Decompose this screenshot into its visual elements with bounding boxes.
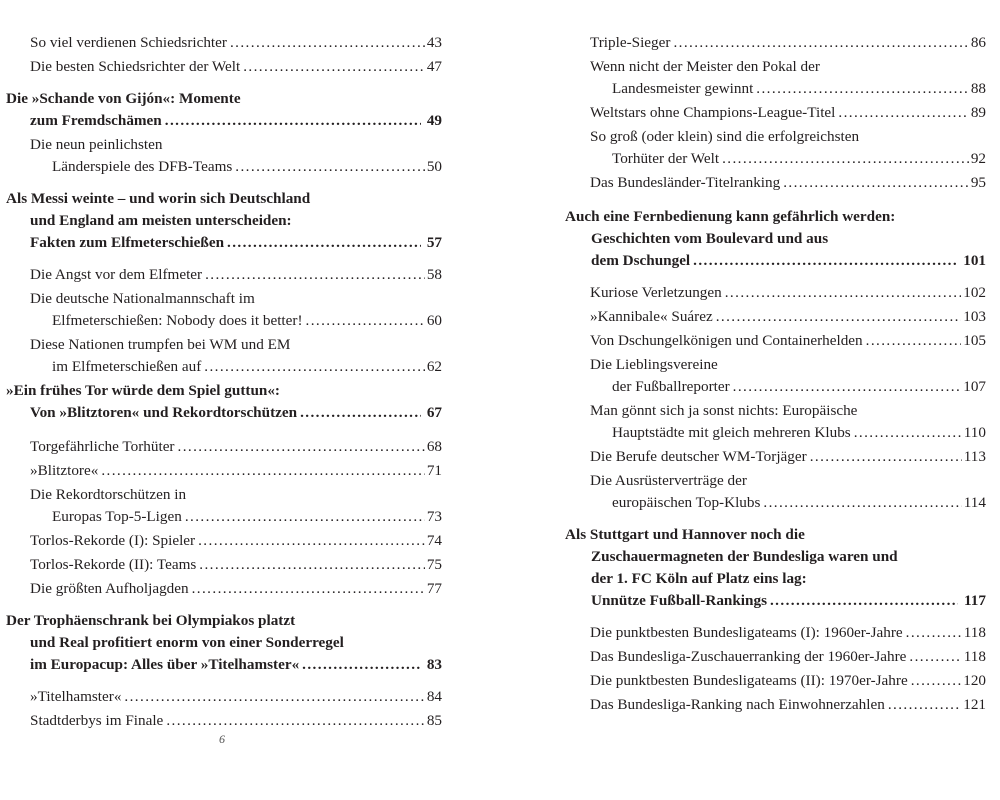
toc-page-number: 71 (426, 462, 442, 479)
toc-section-entry (590, 470, 986, 514)
toc-entry-line (565, 546, 986, 568)
toc-section-entry (590, 646, 986, 668)
right-page (562, 0, 1000, 800)
toc-entry-title: Torlos-Rekorde (I): Spieler (30, 532, 196, 549)
toc-entry-line (590, 56, 986, 78)
toc-entry-line (590, 354, 986, 376)
toc-section-entry (30, 288, 442, 332)
toc-entry-line (30, 156, 442, 178)
toc-entry-title: Stadtderbys im Finale (30, 712, 164, 729)
toc-entry-title: Als Stuttgart und Hannover noch die (565, 526, 805, 543)
toc-entry-line (30, 436, 442, 458)
toc-page-number: 62 (426, 358, 442, 375)
toc-page-number: 118 (963, 624, 986, 641)
toc-entry-line (30, 710, 442, 732)
toc-entry-line (6, 88, 442, 110)
toc-entry-title: Weltstars ohne Champions-League-Titel (590, 104, 836, 121)
toc-page-number: 110 (963, 424, 986, 441)
toc-entry-line (6, 610, 442, 632)
dot-leader (722, 148, 969, 170)
toc-section-entry (30, 710, 442, 732)
toc-chapter-entry (6, 88, 442, 132)
toc-page-number: 121 (963, 696, 986, 713)
toc-entry-line (30, 310, 442, 332)
toc-entry-line (590, 172, 986, 194)
toc-entry-line (590, 330, 986, 352)
dot-leader (185, 506, 425, 528)
toc-page-number: 117 (964, 592, 986, 609)
toc-chapter-entry (565, 524, 986, 612)
toc-entry-title: der Fußballreporter (612, 378, 730, 395)
toc-entry-line (30, 554, 442, 576)
toc-section-entry (590, 400, 986, 444)
toc-entry-title: Kuriose Verletzungen (590, 284, 722, 301)
dot-leader (906, 622, 962, 644)
toc-entry-line (590, 470, 986, 492)
toc-entry-line (30, 32, 442, 54)
toc-page-number: 73 (426, 508, 442, 525)
toc-entry-line (30, 56, 442, 78)
dot-leader (101, 460, 424, 482)
dot-leader (204, 356, 425, 378)
toc-entry-line (6, 110, 442, 132)
dot-leader (909, 646, 961, 668)
toc-page-number: 77 (426, 580, 442, 597)
toc-entry-title: Zuschauermagneten der Bundesliga waren und (591, 548, 898, 565)
toc-page-number: 114 (963, 494, 986, 511)
toc-entry-line (30, 460, 442, 482)
toc-entry-title: »Blitztore« (30, 462, 99, 479)
toc-entry-line (590, 400, 986, 422)
toc-entry-title: Die deutsche Nationalmannschaft im (30, 290, 255, 307)
toc-entry-title: dem Dschungel (591, 252, 691, 269)
toc-entry-line (6, 210, 442, 232)
toc-section-entry (590, 330, 986, 352)
dot-leader (198, 530, 425, 552)
toc-section-entry (30, 460, 442, 482)
toc-chapter-entry (6, 380, 442, 424)
toc-entry-line (590, 670, 986, 692)
toc-entry-title: im Elfmeterschießen auf (52, 358, 202, 375)
toc-page-number: 101 (963, 252, 986, 269)
toc-page-number: 113 (963, 448, 986, 465)
toc-entry-title: Auch eine Fernbedienung kann gefährlich werden: (565, 208, 896, 225)
toc-page-number: 95 (970, 174, 986, 191)
dot-leader (716, 306, 962, 328)
toc-entry-line (30, 288, 442, 310)
dot-leader (770, 590, 958, 612)
toc-section-entry (590, 446, 986, 468)
dot-leader (165, 110, 421, 132)
dot-leader (300, 402, 421, 424)
toc-page-number: 60 (426, 312, 442, 329)
dot-leader (733, 376, 962, 398)
toc-entry-line (565, 250, 986, 272)
toc-page-number: 86 (970, 34, 986, 51)
toc-entry-title: Die punktbesten Bundesligateams (I): 1960er-Jahre (590, 624, 903, 641)
toc-section-entry (590, 306, 986, 328)
toc-page-number: 92 (970, 150, 986, 167)
toc-section-entry (590, 670, 986, 692)
toc-entry-title: So viel verdienen Schiedsrichter (30, 34, 227, 51)
toc-page-number: 74 (426, 532, 442, 549)
toc-page-number: 102 (963, 284, 986, 301)
toc-entry-title: und Real profitiert enorm von einer Sonderregel (30, 634, 344, 651)
toc-entry-title: »Ein frühes Tor würde dem Spiel guttun«: (6, 382, 280, 399)
toc-section-entry (30, 264, 442, 286)
toc-page-number: 43 (426, 34, 442, 51)
dot-leader (243, 56, 425, 78)
dot-leader (838, 102, 968, 124)
toc-entry-title: im Europacup: Alles über »Titelhamster« (30, 656, 300, 673)
toc-section-entry (590, 282, 986, 304)
toc-entry-title: »Kannibale« Suárez (590, 308, 713, 325)
dot-leader (673, 32, 968, 54)
dot-leader (302, 654, 421, 676)
toc-entry-line (590, 492, 986, 514)
dot-leader (124, 686, 424, 708)
toc-entry-line (6, 232, 442, 254)
dot-leader (227, 232, 421, 254)
toc-page-number: 67 (426, 404, 442, 421)
toc-entry-line (30, 686, 442, 708)
dot-leader (693, 250, 957, 272)
toc-entry-title: Die »Schande von Gijón«: Momente (6, 90, 241, 107)
dot-leader (199, 554, 425, 576)
toc-page-number: 75 (426, 556, 442, 573)
toc-chapter-entry (6, 610, 442, 676)
toc-page-number: 105 (963, 332, 986, 349)
dot-leader (178, 436, 425, 458)
toc-page-number: 50 (426, 158, 442, 175)
dot-leader (763, 492, 961, 514)
toc-page-number: 58 (426, 266, 442, 283)
toc-section-entry (30, 436, 442, 458)
toc-entry-title: Man gönnt sich ja sonst nichts: Europäische (590, 402, 858, 419)
toc-entry-line (30, 484, 442, 506)
toc-entry-line (590, 148, 986, 170)
toc-chapter-entry (565, 206, 986, 272)
toc-page-number: 89 (970, 104, 986, 121)
dot-leader (306, 310, 425, 332)
toc-section-entry (30, 554, 442, 576)
toc-entry-title: So groß (oder klein) sind die erfolgreichsten (590, 128, 860, 145)
toc-entry-line (565, 524, 986, 546)
toc-entry-line (30, 530, 442, 552)
toc-entry-line (565, 228, 986, 250)
dot-leader (810, 446, 962, 468)
toc-section-entry (30, 484, 442, 528)
toc-page-number: 85 (426, 712, 442, 729)
toc-entry-line (590, 422, 986, 444)
toc-entry-title: europäischen Top-Klubs (612, 494, 761, 511)
toc-entry-title: Die Angst vor dem Elfmeter (30, 266, 203, 283)
toc-entry-line (6, 380, 442, 402)
toc-entry-title: Triple-Sieger (590, 34, 671, 51)
toc-page-number: 118 (963, 648, 986, 665)
toc-entry-title: der 1. FC Köln auf Platz eins lag: (591, 570, 807, 587)
toc-section-entry (30, 334, 442, 378)
toc-entry-line (30, 134, 442, 156)
toc-page-number: 88 (970, 80, 986, 97)
toc-page-number: 84 (426, 688, 442, 705)
toc-entry-title: Unnütze Fußball-Rankings (591, 592, 767, 609)
toc-entry-title: und England am meisten unterscheiden: (30, 212, 292, 229)
toc-entry-title: Hauptstädte mit gleich mehreren Klubs (612, 424, 851, 441)
toc-entry-title: Torgefährliche Torhüter (30, 438, 175, 455)
dot-leader (854, 422, 962, 444)
toc-entry-title: Als Messi weinte – und worin sich Deutschland (6, 190, 311, 207)
toc-entry-title: Fakten zum Elfmeterschießen (30, 234, 225, 251)
dot-leader (235, 156, 425, 178)
toc-section-entry (30, 56, 442, 78)
toc-entry-line (30, 578, 442, 600)
toc-entry-title: Länderspiele des DFB-Teams (52, 158, 233, 175)
toc-entry-line (30, 334, 442, 356)
dot-leader (166, 710, 425, 732)
toc-entry-line (6, 402, 442, 424)
toc-section-entry (30, 686, 442, 708)
toc-section-entry (590, 694, 986, 716)
toc-section-entry (590, 32, 986, 54)
toc-page-number: 107 (963, 378, 986, 395)
toc-entry-title: Das Bundesländer-Titelranking (590, 174, 781, 191)
dot-leader (911, 670, 962, 692)
toc-section-entry (30, 32, 442, 54)
dot-leader (192, 578, 425, 600)
toc-chapter-entry (6, 188, 442, 254)
dot-leader (888, 694, 961, 716)
toc-entry-title: Europas Top-5-Ligen (52, 508, 182, 525)
toc-entry-line (6, 632, 442, 654)
toc-entry-title: Die Rekordtorschützen in (30, 486, 187, 503)
toc-entry-title: Die größten Aufholjagden (30, 580, 189, 597)
toc-entry-line (590, 622, 986, 644)
toc-entry-title: Von »Blitztoren« und Rekordtorschützen (30, 404, 298, 421)
toc-entry-line (590, 32, 986, 54)
toc-entry-line (590, 376, 986, 398)
toc-entry-title: Geschichten vom Boulevard und aus (591, 230, 829, 247)
toc-entry-line (590, 282, 986, 304)
toc-entry-title: Wenn nicht der Meister den Pokal der (590, 58, 820, 75)
toc-entry-line (30, 506, 442, 528)
dot-leader (783, 172, 969, 194)
toc-page-number: 57 (426, 234, 442, 251)
toc-entry-title: Diese Nationen trumpfen bei WM und EM (30, 336, 291, 353)
toc-section-entry (30, 530, 442, 552)
dot-leader (756, 78, 969, 100)
toc-entry-title: Die Lieblingsvereine (590, 356, 718, 373)
toc-entry-line (590, 646, 986, 668)
toc-entry-line (30, 356, 442, 378)
toc-entry-title: Landesmeister gewinnt (612, 80, 754, 97)
toc-entry-line (565, 590, 986, 612)
toc-section-entry (590, 126, 986, 170)
left-page (0, 0, 460, 800)
toc-entry-title: zum Fremdschämen (30, 112, 162, 129)
page-number: 6 (219, 732, 225, 746)
toc-entry-line (565, 568, 986, 590)
toc-entry-line (590, 694, 986, 716)
toc-entry-title: Die Ausrüsterverträge der (590, 472, 747, 489)
toc-entry-line (590, 126, 986, 148)
toc-page-number: 68 (426, 438, 442, 455)
dot-leader (205, 264, 425, 286)
toc-entry-line (590, 78, 986, 100)
toc-entry-title: Die neun peinlichsten (30, 136, 163, 153)
toc-entry-line (590, 446, 986, 468)
toc-entry-title: Torlos-Rekorde (II): Teams (30, 556, 197, 573)
toc-entry-title: Das Bundesliga-Zuschauerranking der 1960er-Jahre (590, 648, 907, 665)
toc-entry-line (6, 654, 442, 676)
dot-leader (725, 282, 961, 304)
toc-entry-line (590, 306, 986, 328)
toc-entry-line (590, 102, 986, 124)
toc-entry-title: Die Berufe deutscher WM-Torjäger (590, 448, 807, 465)
toc-entry-title: Das Bundesliga-Ranking nach Einwohnerzahlen (590, 696, 885, 713)
toc-page-number: 120 (963, 672, 986, 689)
toc-entry-title: Elfmeterschießen: Nobody does it better! (52, 312, 303, 329)
toc-entry-line (30, 264, 442, 286)
toc-entry-line (6, 188, 442, 210)
toc-section-entry (590, 56, 986, 100)
toc-section-entry (590, 102, 986, 124)
toc-section-entry (590, 172, 986, 194)
toc-section-entry (30, 134, 442, 178)
dot-leader (866, 330, 962, 352)
toc-entry-title: Von Dschungelkönigen und Containerhelden (590, 332, 863, 349)
toc-entry-title: Torhüter der Welt (612, 150, 720, 167)
toc-page-number: 47 (426, 58, 442, 75)
toc-page-number: 103 (963, 308, 986, 325)
toc-page-number: 49 (426, 112, 442, 129)
toc-page-number: 83 (426, 656, 442, 673)
toc-entry-title: Die besten Schiedsrichter der Welt (30, 58, 241, 75)
toc-section-entry (30, 578, 442, 600)
toc-entry-title: »Titelhamster« (30, 688, 122, 705)
toc-entry-title: Die punktbesten Bundesligateams (II): 1970er-Jahre (590, 672, 908, 689)
toc-section-entry (590, 354, 986, 398)
toc-section-entry (590, 622, 986, 644)
toc-entry-line (565, 206, 986, 228)
toc-entry-title: Der Trophäenschrank bei Olympiakos platzt (6, 612, 296, 629)
dot-leader (230, 32, 425, 54)
